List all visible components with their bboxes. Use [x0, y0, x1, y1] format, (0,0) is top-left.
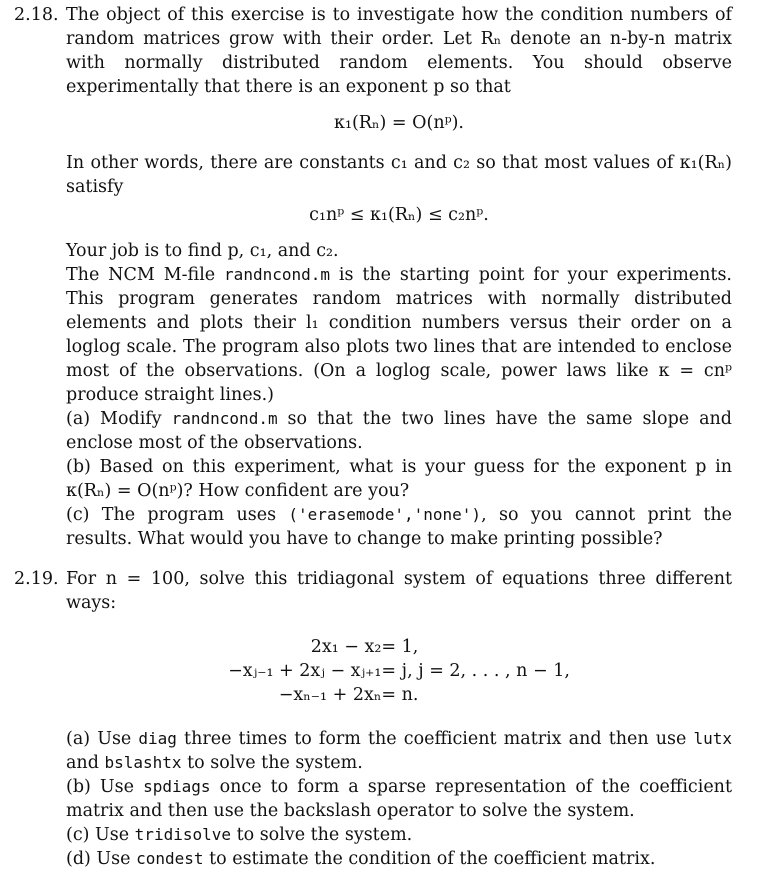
equation-lhs: 2x₁ − x₂: [310, 637, 382, 657]
job-line: Your job is to find p, c₁, and c₂.: [66, 241, 339, 261]
equation-row: [228, 659, 570, 683]
function-name: condest: [136, 849, 204, 868]
equation-row: [228, 635, 570, 659]
equation-lhs: −xⱼ₋₁ + 2xⱼ − xⱼ₊₁: [228, 661, 382, 681]
part-c: [66, 503, 732, 551]
function-name: tridisolve: [134, 825, 231, 844]
exercise-body: [66, 567, 732, 871]
part-b: (b) Based on this experiment, what is your guess for the exponent p in κ(Rₙ) = O(nᵖ)? How confident are you?: [66, 457, 732, 501]
equation-rhs: = j, j = 2, . . . , n − 1,: [381, 661, 570, 681]
intro-paragraph: For n = 100, solve this tridiagonal system of equations three different ways:: [66, 569, 732, 613]
ncm-paragraph: [66, 263, 732, 407]
text: (c) Use: [66, 825, 135, 845]
text: (d) Use: [66, 849, 137, 869]
file-name: randncond.m: [171, 409, 278, 428]
exercise-body: [66, 3, 732, 551]
text: to estimate the condition of the coefficient matrix.: [203, 849, 656, 869]
part-a: [66, 407, 732, 455]
display-equation: κ₁(Rₙ) = O(nᵖ).: [334, 113, 464, 133]
equation-system: [228, 635, 570, 707]
text: , so you cannot print the results. What would you have to change to make printing possible?: [66, 505, 733, 549]
paragraph: In other words, there are constants c₁ and c₂ so that most values of κ₁(Rₙ) satisfy: [66, 153, 732, 197]
function-name: diag: [138, 729, 177, 748]
part-a: [66, 727, 732, 775]
text: three times to form the coefficient matrix and then use: [176, 729, 694, 749]
function-name: spdiags: [143, 777, 211, 796]
text: and: [66, 753, 105, 773]
code-snippet: ('erasemode','none'): [288, 505, 482, 524]
text: (c) The program uses: [66, 505, 289, 525]
text: once to form a sparse representation of the coefficient matrix and then use the backslash operator to solve the system.: [66, 777, 732, 821]
file-name: randncond.m: [224, 265, 331, 284]
intro-paragraph: The object of this exercise is to investigate how the condition numbers of random matrices grow with their order. Let Rₙ denote an n-by-n matrix with normally distributed random elements. You should observe experimentally that there is an exponent p so that: [66, 5, 732, 97]
function-name: lutx: [693, 729, 732, 748]
text: (a) Use: [66, 729, 139, 749]
part-c: [66, 823, 732, 847]
text: to solve the system.: [231, 825, 413, 845]
text: to solve the system.: [181, 753, 363, 773]
display-inequality: c₁nᵖ ≤ κ₁(Rₙ) ≤ c₂nᵖ.: [309, 205, 489, 225]
function-name: bslashtx: [104, 753, 182, 772]
equation-rhs: = n.: [381, 685, 419, 705]
equation-row: [228, 683, 570, 707]
exercise-number: 2.18.: [14, 5, 59, 25]
equation-lhs: −xₙ₋₁ + 2xₙ: [278, 685, 382, 705]
text: is the starting point for your experiments. This program generates random matrices with normally distributed elements and plots their l₁ condition numbers versus their order on a loglog scale. The program also plots two lines that are intended to enclose most of the observations. (On a loglog scale, power laws like κ = cnᵖ produce straight lines.): [66, 265, 732, 405]
exercise-number: 2.19.: [14, 569, 59, 589]
part-b: [66, 775, 732, 823]
text: so that the two lines have the same slope and enclose most of the observations.: [66, 409, 732, 453]
text: (b) Use: [66, 777, 144, 797]
text: The NCM M-file: [66, 265, 225, 285]
part-d: [66, 847, 732, 871]
equation-rhs: = 1,: [381, 637, 419, 657]
text: (a) Modify: [66, 409, 172, 429]
